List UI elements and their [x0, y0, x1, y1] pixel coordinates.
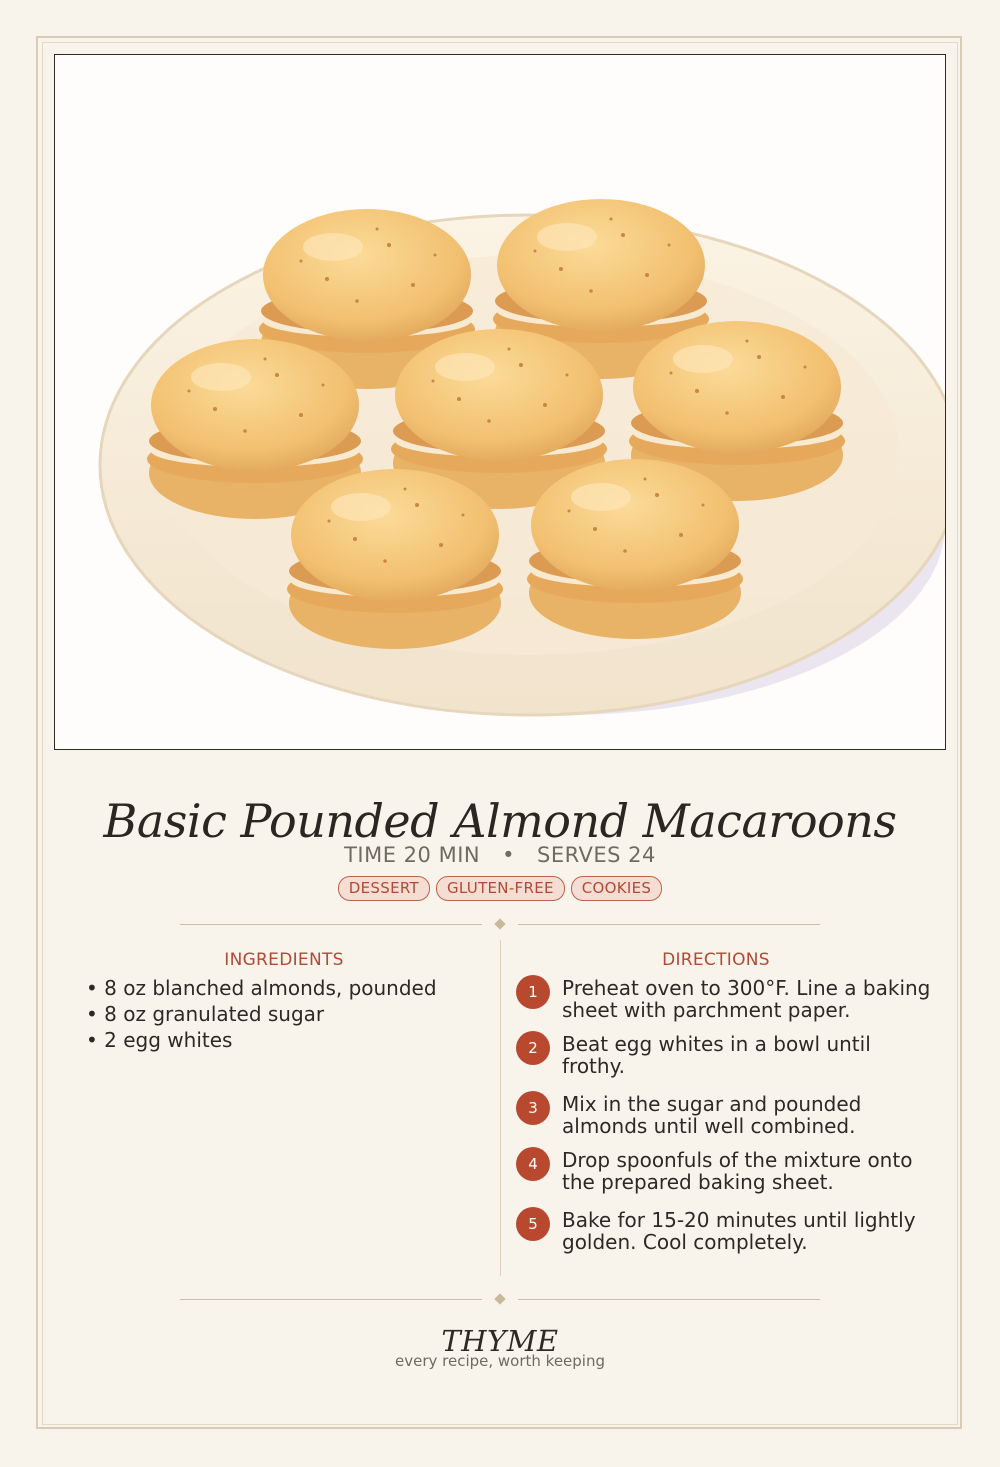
step-text: Mix in the sugar and pounded almonds until well combined.	[562, 1092, 862, 1138]
ingredients-list	[86, 975, 486, 1053]
ingredient-item: • 8 oz blanched almonds, pounded	[86, 976, 437, 1000]
diamond-ornament	[494, 1293, 505, 1304]
step-text: Preheat oven to 300°F. Line a baking sheet with parchment paper.	[562, 976, 931, 1022]
top-divider	[180, 918, 820, 930]
recipe-meta	[54, 843, 946, 867]
step-text: Drop spoonfuls of the mixture onto the prepared baking sheet.	[562, 1148, 913, 1194]
tag-list	[54, 876, 946, 901]
step-text: Beat egg whites in a bowl until frothy.	[562, 1032, 871, 1078]
serves-label: SERVES 24	[537, 843, 656, 867]
tag-cookies[interactable]: COOKIES	[571, 876, 662, 901]
ingredient-item: • 2 egg whites	[86, 1028, 233, 1052]
recipe-photo	[54, 54, 946, 750]
tag-dessert[interactable]: DESSERT	[338, 876, 430, 901]
step-number-badge: 1	[516, 975, 550, 1009]
column-divider	[500, 940, 501, 1276]
directions-heading: DIRECTIONS	[662, 950, 770, 970]
ingredients-heading: INGREDIENTS	[224, 950, 344, 970]
step-number-badge: 2	[516, 1031, 550, 1065]
step-number-badge: 5	[516, 1207, 550, 1241]
step-text: Bake for 15-20 minutes until lightly golden. Cool completely.	[562, 1208, 916, 1254]
step-number-badge: 3	[516, 1091, 550, 1125]
brand-logo: THYME	[441, 1324, 559, 1358]
step-number-badge: 4	[516, 1147, 550, 1181]
recipe-title: Basic Pounded Almond Macaroons	[103, 794, 897, 848]
tag-gluten-free[interactable]: GLUTEN-FREE	[436, 876, 565, 901]
bottom-divider	[180, 1293, 820, 1305]
ingredient-item: • 8 oz granulated sugar	[86, 1002, 325, 1026]
brand-tagline: every recipe, worth keeping	[394, 1352, 605, 1370]
meta-separator: •	[502, 843, 515, 867]
diamond-ornament	[494, 918, 505, 929]
time-label: TIME 20 MIN	[344, 843, 481, 867]
